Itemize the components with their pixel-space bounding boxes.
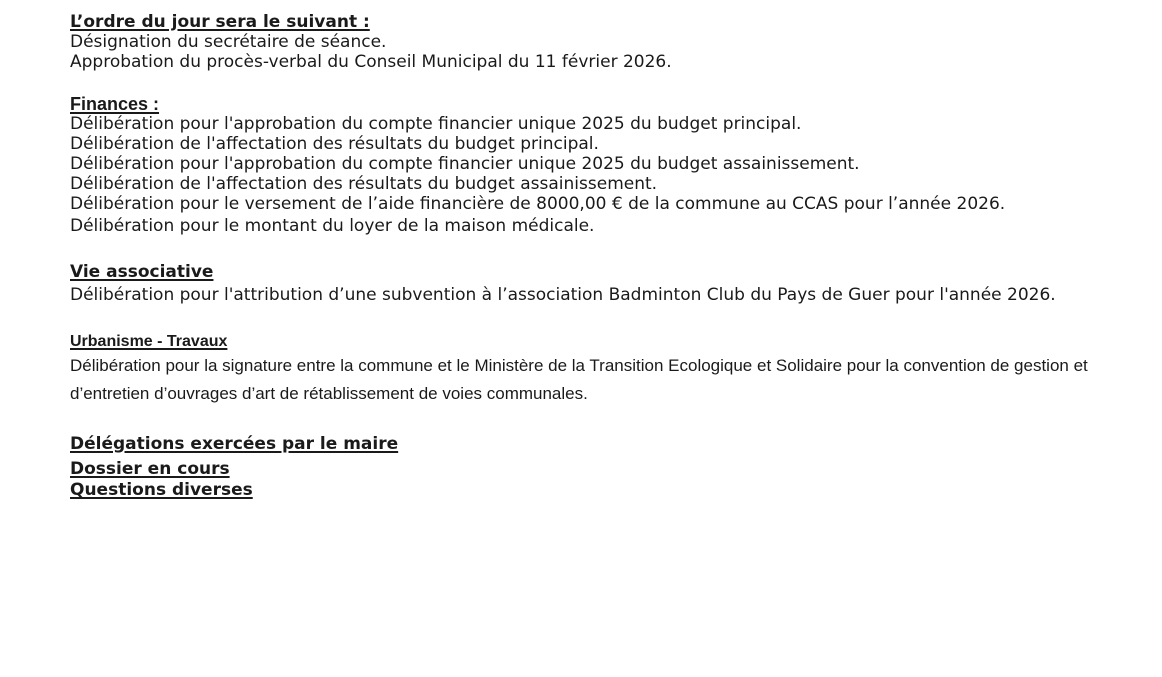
agenda-title: L’ordre du jour sera le suivant : bbox=[70, 12, 370, 32]
finances-item: Délibération pour le montant du loyer de la maison médicale. bbox=[70, 216, 595, 236]
finances-item: Délibération pour le versement de l’aide financière de 8000,00 € de la commune au CCAS pour l’année 2026. bbox=[70, 194, 1006, 214]
dossier-heading: Dossier en cours bbox=[70, 459, 230, 479]
agenda-item: Approbation du procès-verbal du Conseil Municipal du 11 février 2026. bbox=[70, 52, 672, 72]
delegations-heading: Délégations exercées par le maire bbox=[70, 434, 399, 454]
urbanisme-section bbox=[70, 332, 1150, 408]
vie-associative-item: Délibération pour l'attribution d’une subvention à l’association Badminton Club du Pays de Guer pour l'année 2026. bbox=[70, 285, 1056, 305]
finances-item: Délibération pour l'approbation du compte financier unique 2025 du budget assainissement. bbox=[70, 154, 860, 174]
final-headings-section bbox=[70, 434, 1150, 501]
agenda-item: Désignation du secrétaire de séance. bbox=[70, 32, 387, 52]
vie-associative-title: Vie associative bbox=[70, 262, 214, 282]
urbanisme-title: Urbanisme - Travaux bbox=[70, 333, 228, 350]
finances-item: Délibération de l'affectation des résultats du budget assainissement. bbox=[70, 174, 658, 194]
finances-item: Délibération de l'affectation des résultats du budget principal. bbox=[70, 134, 599, 154]
vie-associative-section bbox=[70, 262, 1150, 308]
finances-title: Finances : bbox=[70, 94, 160, 114]
agenda-document bbox=[70, 12, 1150, 501]
finances-section bbox=[70, 94, 1150, 236]
questions-heading: Questions diverses bbox=[70, 480, 253, 500]
urbanisme-item: Délibération pour la signature entre la commune et le Ministère de la Transition Ecologique et Solidaire pour la convention de gestion et d’entretien d’ouvrages d’art de rétablissement de voies communales. bbox=[70, 356, 1088, 403]
finances-item: Délibération pour l'approbation du compte financier unique 2025 du budget principal. bbox=[70, 114, 802, 134]
agenda-section bbox=[70, 12, 1150, 72]
